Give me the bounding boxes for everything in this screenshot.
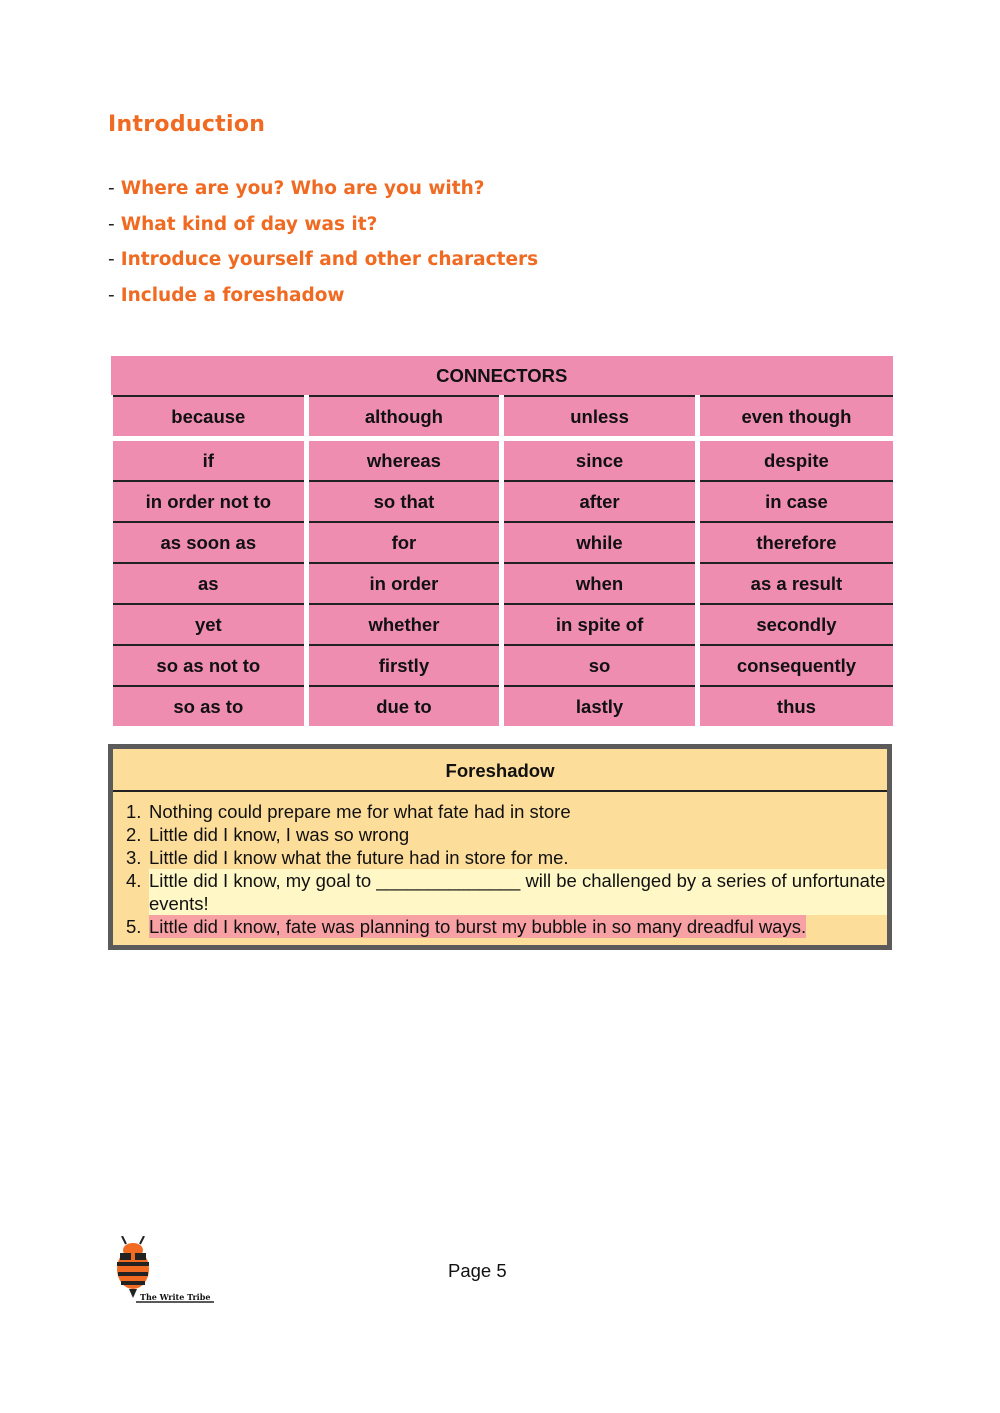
- intro-bullet: - Introduce yourself and other characters: [108, 249, 539, 270]
- table-cell: whether: [306, 604, 502, 645]
- table-cell: therefore: [697, 522, 893, 563]
- table-cell: even though: [697, 396, 893, 439]
- table-cell: so: [502, 645, 698, 686]
- table-cell: due to: [306, 686, 502, 726]
- intro-bullet: - Include a foreshadow: [108, 284, 345, 306]
- list-item: [126, 869, 887, 915]
- table-row: [111, 604, 894, 645]
- intro-bullet: - Where are you? Who are you with?: [108, 178, 485, 199]
- intro-bullet-text: Where are you? Who are you with?: [120, 178, 485, 199]
- list-item-text-highlighted: Little did I know, fate was planning to burst my bubble in so many dreadful ways.: [149, 916, 807, 937]
- list-item: [126, 800, 887, 823]
- table-cell: secondly: [697, 604, 893, 645]
- table-cell: unless: [502, 396, 698, 439]
- table-cell: as soon as: [111, 522, 307, 563]
- table-row: [111, 522, 894, 563]
- table-row: [111, 396, 894, 439]
- table-cell: when: [502, 563, 698, 604]
- list-item-text: Nothing could prepare me for what fate had in store: [149, 801, 571, 822]
- table-cell: thus: [697, 686, 893, 726]
- table-cell: because: [111, 396, 307, 439]
- table-row: [111, 563, 894, 604]
- table-row: [111, 481, 894, 522]
- list-item: [126, 915, 887, 938]
- table-cell: after: [502, 481, 698, 522]
- table-cell: so that: [306, 481, 502, 522]
- foreshadow-title: Foreshadow: [113, 749, 887, 792]
- logo-text: The Write Tribe: [140, 1292, 211, 1302]
- intro-bullet-text: What kind of day was it?: [120, 213, 378, 235]
- table-cell: firstly: [306, 645, 502, 686]
- intro-bullet-text: Introduce yourself and other characters: [120, 249, 539, 270]
- list-item-number: 2.: [126, 824, 142, 845]
- list-item: [126, 846, 887, 869]
- table-cell: for: [306, 522, 502, 563]
- list-item-text: Little did I know what the future had in store for me.: [149, 847, 569, 868]
- table-row: [111, 645, 894, 686]
- table-cell: so as not to: [111, 645, 307, 686]
- foreshadow-box: [108, 744, 892, 950]
- table-cell: despite: [697, 439, 893, 482]
- intro-bullet-text: Include a foreshadow: [120, 284, 345, 306]
- table-cell: while: [502, 522, 698, 563]
- table-cell: since: [502, 439, 698, 482]
- table-cell: in spite of: [502, 604, 698, 645]
- table-cell: consequently: [697, 645, 893, 686]
- list-item-number: 4.: [126, 870, 142, 891]
- page-number: Page 5: [448, 1260, 507, 1281]
- table-cell: in order not to: [111, 481, 307, 522]
- table-cell: as a result: [697, 563, 893, 604]
- list-item-number: 1.: [126, 801, 142, 822]
- table-cell: lastly: [502, 686, 698, 726]
- connectors-header: CONNECTORS: [111, 356, 894, 396]
- table-cell: although: [306, 396, 502, 439]
- table-cell: in case: [697, 481, 893, 522]
- list-item-text-highlighted: Little did I know, my goal to ______________ will be challenged by a series of unfortunate events!: [149, 870, 886, 914]
- list-item: [126, 823, 887, 846]
- table-row: [111, 686, 894, 726]
- list-item-number: 5.: [126, 916, 142, 937]
- table-cell: yet: [111, 604, 307, 645]
- table-cell: as: [111, 563, 307, 604]
- intro-bullet-list: [108, 178, 538, 320]
- table-cell: so as to: [111, 686, 307, 726]
- connectors-table: [108, 356, 893, 726]
- table-cell: if: [111, 439, 307, 482]
- bee-logo: [110, 1236, 220, 1308]
- table-cell: whereas: [306, 439, 502, 482]
- table-row: [111, 439, 894, 482]
- list-item-text: Little did I know, I was so wrong: [149, 824, 410, 845]
- page-title: Introduction: [108, 112, 266, 137]
- list-item-number: 3.: [126, 847, 142, 868]
- intro-bullet: - What kind of day was it?: [108, 213, 378, 235]
- foreshadow-list: [126, 800, 887, 938]
- table-cell: in order: [306, 563, 502, 604]
